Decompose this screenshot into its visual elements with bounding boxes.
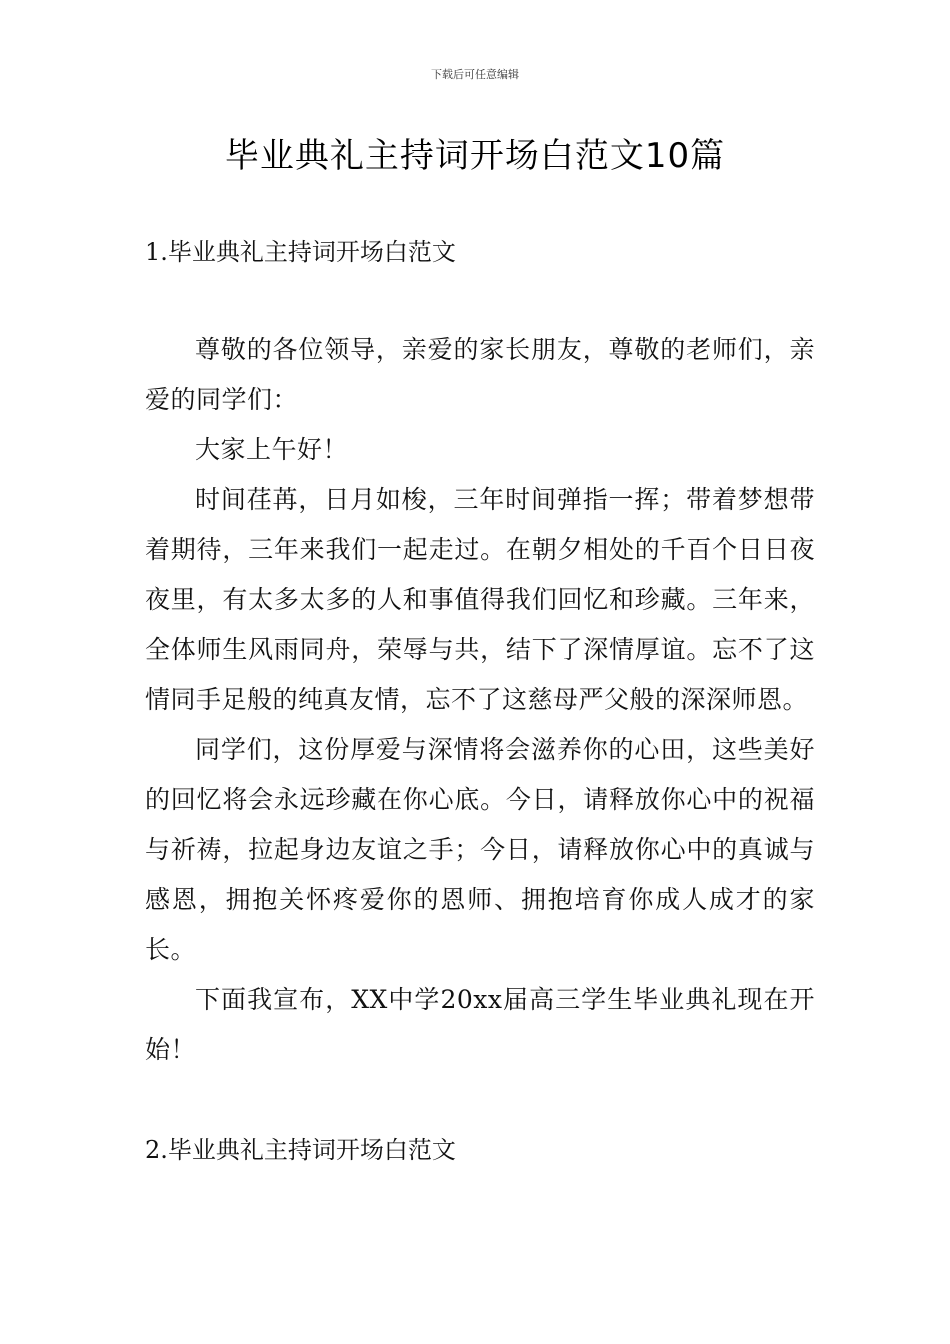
header-note: 下载后可任意编辑 [431, 68, 519, 81]
paragraph-memories: 时间荏苒，日月如梭，三年时间弹指一挥；带着梦想带着期待，三年来我们一起走过。在朝夕相处的千百个日日夜夜里，有太多太多的人和事值得我们回忆和珍藏。三年来，全体师生风雨同舟，荣辱与共，结下了深情厚谊。忘不了这情同手足般的纯真友情，忘不了这慈母严父般的深深师恩。 [145, 485, 815, 714]
paragraph-greeting: 大家上午好！ [195, 435, 349, 464]
paragraph-salutation: 尊敬的各位领导，亲爱的家长朋友，尊敬的老师们，亲爱的同学们： [145, 335, 815, 414]
section-heading-1: 1.毕业典礼主持词开场白范文 [145, 238, 456, 266]
paragraph-announcement: 下面我宣布，XX中学20xx届高三学生毕业典礼现在开始！ [145, 985, 815, 1064]
section-1-body [145, 325, 815, 1075]
section-heading-2: 2.毕业典礼主持词开场白范文 [145, 1136, 456, 1164]
paragraph-gratitude: 同学们，这份厚爱与深情将会滋养你的心田，这些美好的回忆将会永远珍藏在你心底。今日，请释放你心中的祝福与祈祷，拉起身边友谊之手；今日，请释放你心中的真诚与感恩，拥抱关怀疼爱你的恩师、拥抱培育你成人成才的家长。 [145, 735, 815, 964]
document-title: 毕业典礼主持词开场白范文10篇 [224, 136, 726, 176]
